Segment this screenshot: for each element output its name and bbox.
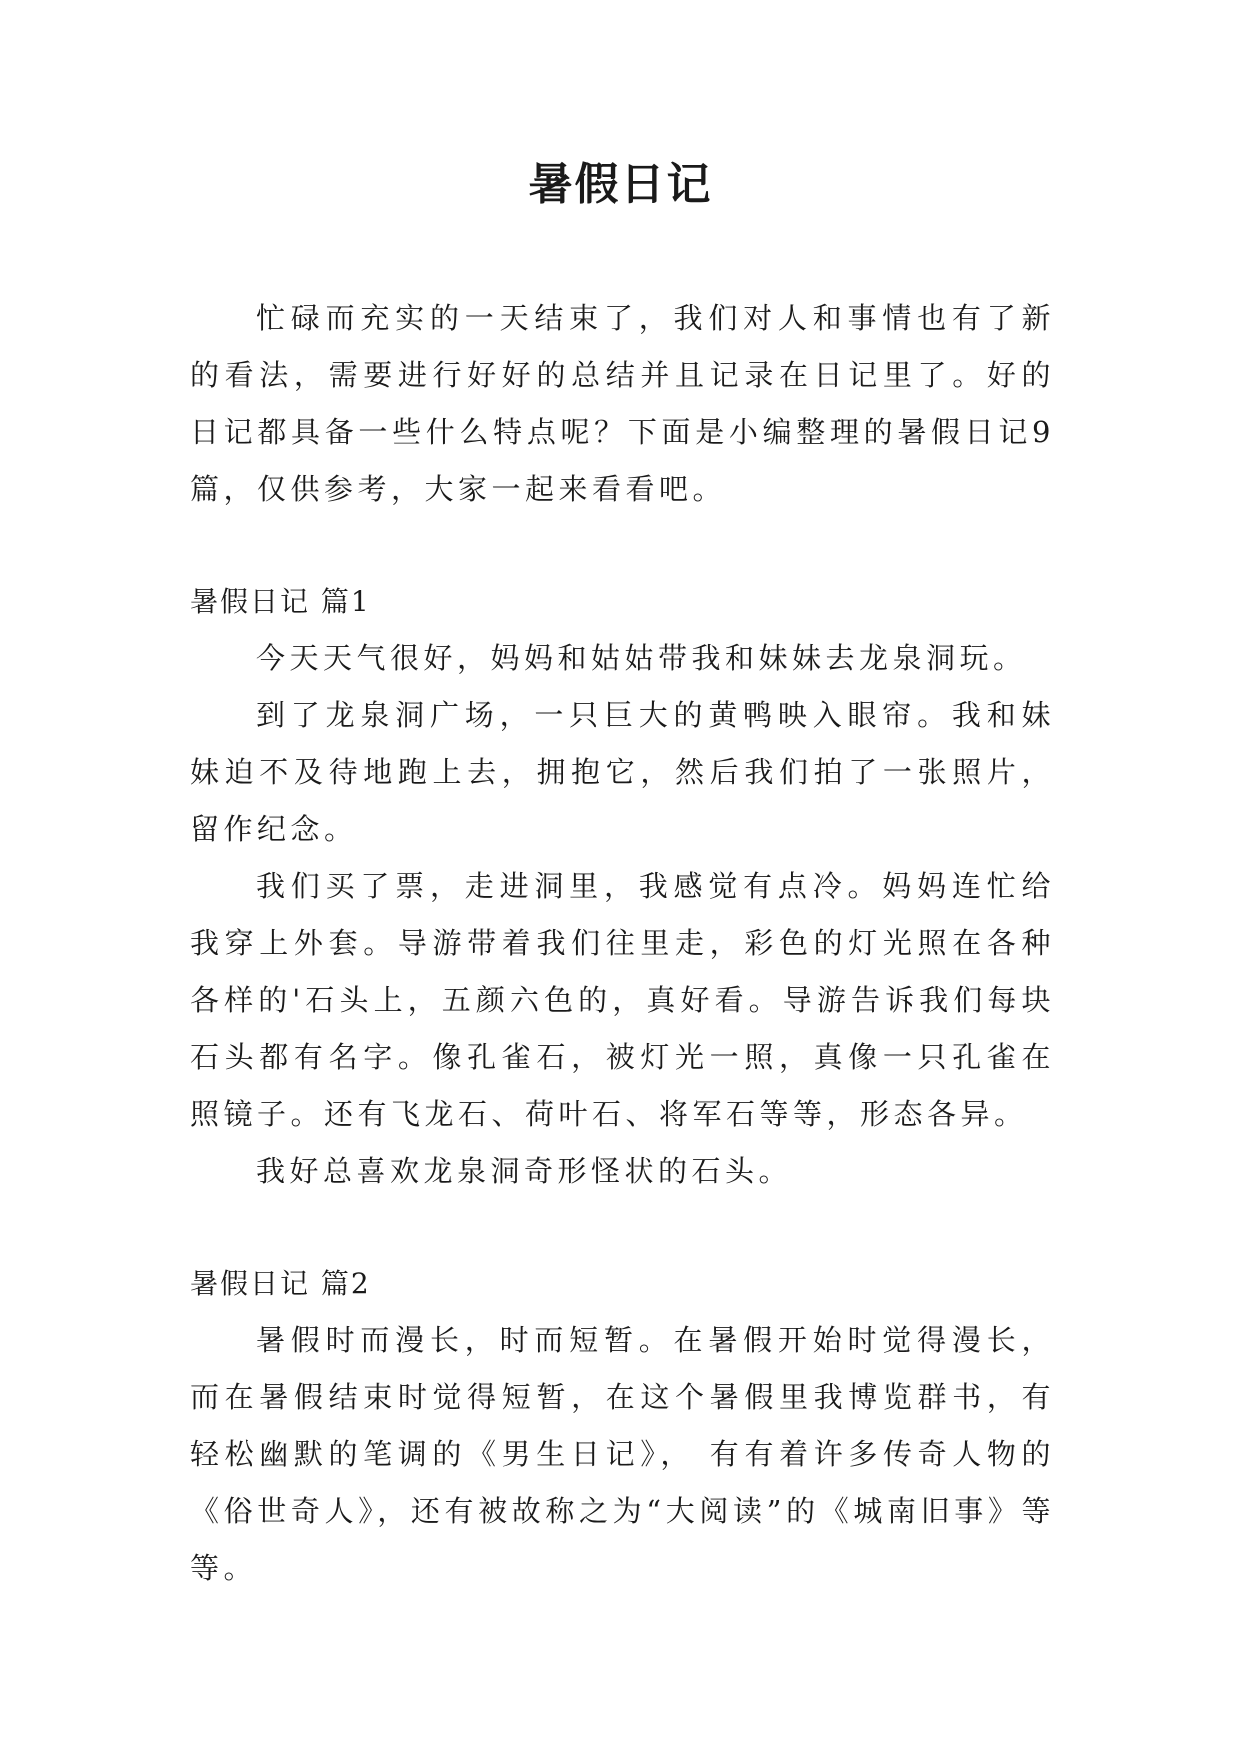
document-title: 暑假日记 xyxy=(528,159,713,210)
intro-paragraph: 忙碌而充实的一天结束了，我们对人和事情也有了新的看法，需要进行好好的总结并且记录在日记里了。好的日记都具备一些什么特点呢？下面是小编整理的暑假日记9篇，仅供参考，大家一起来看看吧。 xyxy=(190,301,1055,506)
section-paragraph: 暑假时而漫长，时而短暂。在暑假开始时觉得漫长，而在暑假结束时觉得短暂，在这个暑假里我博览群书，有轻松幽默的笔调的《男生日记》， 有有着许多传奇人物的《俗世奇人》，还有被故称之为“大阅读”的《城南旧事》等等。 xyxy=(190,1323,1055,1585)
section-heading: 暑假日记 篇1 xyxy=(190,585,371,618)
section-2 xyxy=(190,1255,1055,1597)
section-paragraph: 今天天气很好，妈妈和姑姑带我和妹妹去龙泉洞玩。 xyxy=(256,641,1027,675)
spacer xyxy=(190,518,1055,573)
section-1 xyxy=(190,573,1055,1200)
section-paragraph: 到了龙泉洞广场，一只巨大的黄鸭映入眼帘。我和妹妹迫不及待地跑上去，拥抱它，然后我们拍了一张照片，留作纪念。 xyxy=(190,698,1055,846)
section-paragraph: 我好总喜欢龙泉洞奇形怪状的石头。 xyxy=(256,1154,793,1188)
spacer xyxy=(190,1200,1055,1255)
document-body xyxy=(190,290,1055,1597)
section-heading: 暑假日记 篇2 xyxy=(190,1267,371,1300)
section-paragraph: 我们买了票，走进洞里，我感觉有点冷。妈妈连忙给我穿上外套。导游带着我们往里走，彩色的灯光照在各种各样的'石头上，五颜六色的，真好看。导游告诉我们每块石头都有名字。像孔雀石，被灯光一照，真像一只孔雀在照镜子。还有飞龙石、荷叶石、将军石等等，形态各异。 xyxy=(190,869,1055,1131)
